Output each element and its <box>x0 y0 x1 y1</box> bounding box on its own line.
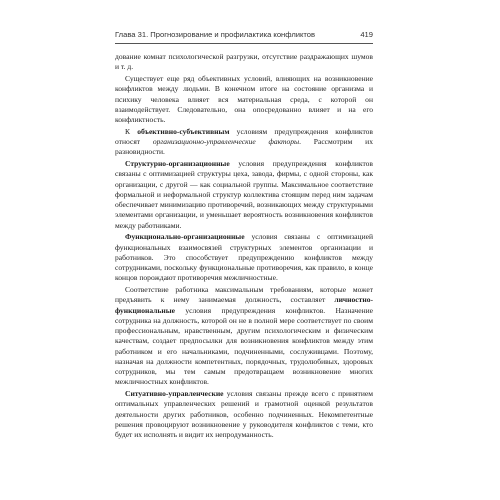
chapter-title: Глава 31. Прогнозирование и профилактика конфликтов <box>115 30 316 39</box>
paragraph-4: Структурно-организационные условия предупреждения конфликтов связаны с оптимизацией структуры цеха, завода, фирмы, с одной стороны, как организации, с другой — как социальной группы. Максимальное соответствие формальной и неформальной структур коллектива стоящим перед ним задачам обеспечивает минимизацию противоречий, возникающих между структурными элементами организации, и уменьшает вероятность возникновения конфликтов между работниками. <box>115 159 373 230</box>
bold-term: Структурно-организационные <box>125 159 230 168</box>
paragraph-1: дование комнат психологической разгрузки, отсутствие раздражающих шумов и т. д. <box>115 52 373 72</box>
running-header <box>115 26 373 43</box>
paragraph-3: К объективно-субъективным условиям предупреждения конфликтов относят организационно-управленческие факторы. Рассмотрим их разновидности. <box>115 126 373 157</box>
header-rule <box>115 43 373 44</box>
bold-term: личностно-функциональные <box>115 295 373 315</box>
page-number: 419 <box>360 30 373 39</box>
bold-term: Ситуативно-управленческие <box>125 389 224 398</box>
bold-term: Функционально-организационные <box>125 232 245 242</box>
paragraph-6: Соответствие работника максимальным требованиям, которые может предъявить к нему занимаемая должность, составляет личностно-функциональные условия предупреждения конфликтов. Назначение сотрудника на должность, которой он не в полной мере соответствует по своим профессиональным, нравственным, другим психологическим и физическим качествам, создает предпосылки для возникновения конфликтов между этим работником и его начальниками, подчиненными, сослуживцами. Поэтому, назначая на должности компетентных, порядочных, трудолюбивых, здоровых сотрудников, мы тем самым предотвращаем возникновение многих межличностных конфликтов. <box>115 285 373 387</box>
bold-term: объективно-субъективным <box>137 126 230 136</box>
paragraph-2: Существует еще ряд объективных условий, влияющих на возникновение конфликтов между людьми. В конечном итоге на состояние организма и психику человека влияет вся материальная среда, с которой он взаимодействует. Следовательно, она опосредованно влияет и на его конфликтность. <box>115 74 373 124</box>
paragraph-5: Функционально-организационные условия связаны с оптимизацией функциональных взаимосвязей структурных элементов организации и работников. Это способствует предупреждению конфликтов между сотрудниками, поскольку функциональные противоречия, как правило, в конце концов порождают противоречия межличностные. <box>115 232 373 283</box>
italic-term: организационно-управленческие факторы <box>152 137 300 146</box>
paragraph-7: Ситуативно-управленческие условия связаны прежде всего с принятием оптимальных управленческих решений и грамотной оценкой результатов деятельности других работников, особенно подчиненных. Некомпетентные решения провоцируют возникновение у руководителя конфликтов с теми, кто будет их исполнять и видит их непродуманность. <box>115 389 373 439</box>
body-text <box>115 52 373 440</box>
